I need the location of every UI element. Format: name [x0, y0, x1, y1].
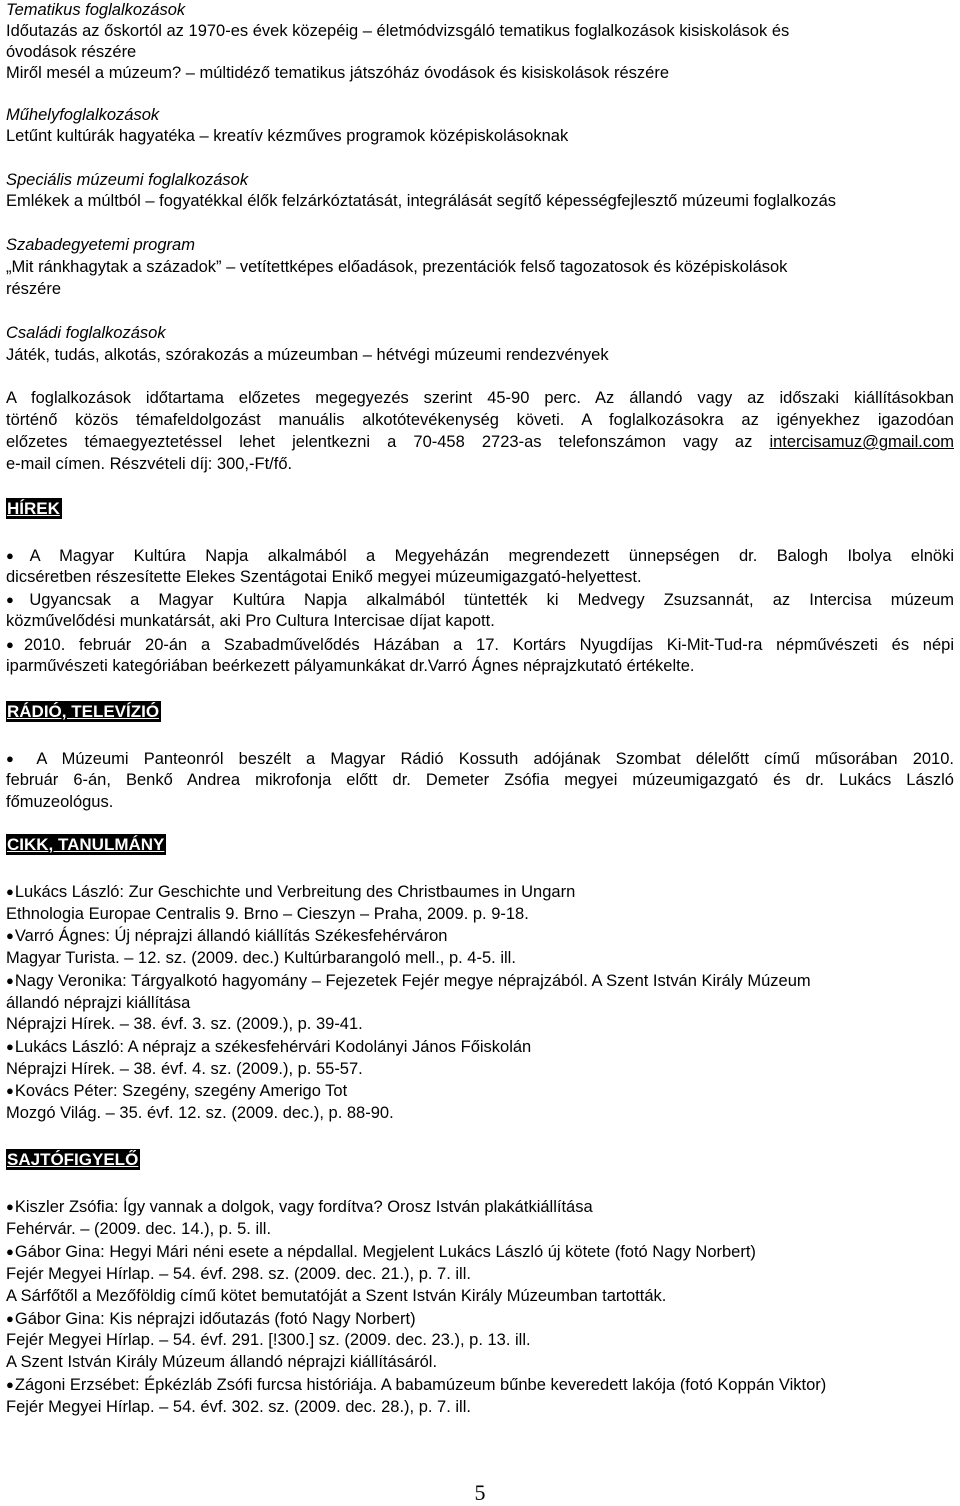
list-item	[6, 1196, 826, 1219]
radio-heading-wrap	[6, 701, 161, 722]
bullet-icon: ●	[6, 1377, 14, 1393]
list-item	[6, 993, 811, 1015]
radio-b1-text: A Múzeumi Panteonról beszélt a Magyar Rádió Kossuth adójának Szombat délelőtt című műsorában 2010.	[36, 750, 954, 768]
bullet-icon: ●	[6, 1310, 14, 1326]
muhely-line: Letűnt kultúrák hagyatéka – kreatív kézműves programok középiskolásoknak	[6, 127, 569, 145]
list-item	[6, 1374, 826, 1397]
szabadegyetem-title: Szabadegyetemi program	[6, 236, 195, 254]
hirek-b3-line1	[6, 634, 954, 656]
info-line3-text: előzetes témaegyeztetéssel lehet jelentkezni a 70-458 2723-as telefonszámon vagy az	[6, 433, 770, 451]
list-item	[6, 1080, 811, 1103]
list-item	[6, 1330, 826, 1352]
list-item-text: Fejér Megyei Hírlap. – 54. évf. 291. [!300.] sz. (2009. dec. 23.), p. 13. ill.	[6, 1331, 531, 1350]
hirek-heading-wrap	[6, 498, 62, 519]
list-item	[6, 970, 811, 993]
tematikus-line1a: Időutazás az őskortól az 1970-es évek közepéig – életmódvizsgáló tematikus foglalkozások kisiskolások és	[6, 22, 790, 40]
list-item-text: Fehérvár. – (2009. dec. 14.), p. 5. ill.	[6, 1219, 272, 1238]
list-item-text: A Sárfőtől a Mezőföldig című kötet bemutatóját a Szent István Király Múzeumban tartották.	[6, 1286, 667, 1305]
list-item	[6, 1036, 811, 1059]
list-item-text: állandó néprajzi kiállítása	[6, 993, 191, 1012]
radio-b1-line2: február 6-án, Benkő Andrea mikrofonja előtt dr. Demeter Zsófia megyei múzeumigazgató és dr. Lukács László	[6, 771, 954, 789]
cikk-heading-wrap	[6, 834, 166, 855]
list-item	[6, 1103, 811, 1125]
info-line2: történő közös témafeldolgozást manuális alkotótevékenység követi. A foglalkozásokra az igényekhez igazodóan	[6, 411, 954, 429]
hirek-b2-line1	[6, 589, 954, 611]
info-line3	[6, 432, 954, 453]
csaladi-title: Családi foglalkozások	[6, 324, 166, 342]
sajto-heading: SAJTÓFIGYELŐ	[7, 1150, 139, 1169]
bullet-icon: ●	[6, 884, 14, 899]
radio-heading: RÁDIÓ, TELEVÍZIÓ	[7, 702, 160, 721]
csaladi-line: Játék, tudás, alkotás, szórakozás a múzeumban – hétvégi múzeumi rendezvények	[6, 346, 609, 364]
bullet-icon: ●	[6, 1083, 14, 1099]
list-item	[6, 1352, 826, 1374]
hirek-b1-line2: dicséretben részesítette Elekes Szentágotai Enikő megyei múzeumigazgató-helyettest.	[6, 568, 642, 586]
hirek-heading: HÍREK	[7, 499, 60, 518]
muhely-title: Műhelyfoglalkozások	[6, 106, 160, 124]
list-item-text: Néprajzi Hírek. – 38. évf. 3. sz. (2009.), p. 39-41.	[6, 1015, 363, 1034]
bullet-icon: ●	[6, 1243, 14, 1259]
list-item	[6, 1059, 811, 1081]
list-item-text: Gábor Gina: Hegyi Mári néni esete a népdallal. Megjelent Lukács László új kötete (fotó Nagy Norbert)	[14, 1242, 756, 1261]
bullet-icon: ●	[6, 637, 23, 652]
radio-b1-line1	[6, 748, 954, 770]
list-item-text: Fejér Megyei Hírlap. – 54. évf. 298. sz. (2009. dec. 21.), p. 7. ill.	[6, 1264, 471, 1283]
list-item-text: Gábor Gina: Kis néprajzi időutazás (fotó Nagy Norbert)	[14, 1309, 416, 1328]
hirek-b1-text: A Magyar Kultúra Napja alkalmából a Megyeházán megrendezett ünnepségen dr. Balogh Ibolya elnöki	[29, 547, 954, 565]
list-item-text: Magyar Turista. – 12. sz. (2009. dec.) Kultúrbarangoló mell., p. 4-5. ill.	[6, 949, 516, 968]
page-number: 5	[474, 1480, 486, 1505]
list-item-text: Néprajzi Hírek. – 38. évf. 4. sz. (2009.), p. 55-57.	[6, 1059, 363, 1078]
list-item	[6, 925, 811, 948]
tematikus-line2: Miről mesél a múzeum? – múltidéző tematikus játszóház óvodások és kisiskolások részére	[6, 64, 670, 82]
hirek-b2-line2: közművelődési munkatársát, aki Pro Cultura Intercisae díjat kapott.	[6, 612, 495, 630]
bullet-icon: ●	[6, 972, 14, 988]
sajto-list	[6, 1196, 826, 1419]
list-item-text: Lukács László: A néprajz a székesfehérvári Kodolányi János Főiskolán	[14, 1037, 532, 1056]
list-item-text: Zágoni Erzsébet: Épkézláb Zsófi furcsa históriája. A babamúzeum bűnbe keveredett lakója (fotó Koppán Viktor)	[14, 1376, 827, 1395]
list-item	[6, 1397, 826, 1419]
list-item	[6, 1219, 826, 1241]
list-item	[6, 1014, 811, 1036]
hirek-b1-line1	[6, 545, 954, 567]
list-item	[6, 1241, 826, 1264]
list-item	[6, 1308, 826, 1331]
specialis-line: Emlékek a múltból – fogyatékkal élők felzárkóztatását, integrálását segítő képességfejlesztő múzeumi foglalkozás	[6, 192, 837, 210]
bullet-icon: ●	[6, 1038, 14, 1054]
bullet-icon: ●	[6, 592, 29, 607]
list-item-text: Ethnologia Europae Centralis 9. Brno – Cieszyn – Praha, 2009. p. 9-18.	[6, 904, 529, 923]
tematikus-line1b: óvodások részére	[6, 43, 137, 61]
tematikus-title: Tematikus foglalkozások	[6, 1, 186, 19]
list-item-text: Nagy Veronika: Tárgyalkotó hagyomány – Fejezetek Fejér megye néprajzából. A Szent István Király Múzeum	[14, 971, 811, 990]
list-item-text: Kiszler Zsófia: Így vannak a dolgok, vagy fordítva? Orosz István plakátkiállítása	[14, 1198, 593, 1216]
bullet-icon: ●	[6, 548, 29, 563]
list-item	[6, 904, 811, 926]
list-item	[6, 881, 811, 904]
radio-b1-line3: főmuzeológus.	[6, 793, 114, 811]
list-item	[6, 1286, 826, 1308]
bullet-icon: ●	[6, 751, 25, 766]
info-line4: e-mail címen. Részvételi díj: 300,-Ft/fő.	[6, 455, 293, 473]
hirek-b3-text: 2010. február 20-án a Szabadművelődés Házában a 17. Kortárs Nyugdíjas Ki-Mit-Tud-ra népművészeti és népi	[24, 636, 954, 654]
list-item-text: Varró Ágnes: Új néprajzi állandó kiállítás Székesfehérváron	[14, 927, 448, 946]
szabadegyetem-line2: részére	[6, 280, 62, 298]
szabadegyetem-line1: „Mit ránkhagytak a századok” – vetítettképes előadások, prezentációk felső tagozatosok és középiskolások	[6, 258, 788, 276]
info-line1: A foglalkozások időtartama előzetes megegyezés szerint 45-90 perc. Az állandó vagy az időszaki kiállításokban	[6, 389, 954, 407]
list-item-text: Mozgó Világ. – 35. évf. 12. sz. (2009. dec.), p. 88-90.	[6, 1104, 394, 1123]
list-item-text: Lukács László: Zur Geschichte und Verbreitung des Christbaumes in Ungarn	[14, 883, 576, 901]
list-item	[6, 948, 811, 970]
cikk-list	[6, 881, 811, 1125]
list-item	[6, 1264, 826, 1286]
cikk-heading: CIKK, TANULMÁNY	[7, 835, 165, 854]
list-item-text: A Szent István Király Múzeum állandó néprajzi kiállításáról.	[6, 1353, 438, 1372]
bullet-icon: ●	[6, 928, 14, 944]
sajto-heading-wrap	[6, 1149, 140, 1170]
list-item-text: Fejér Megyei Hírlap. – 54. évf. 302. sz. (2009. dec. 28.), p. 7. ill.	[6, 1398, 471, 1417]
hirek-b2-text: Ugyancsak a Magyar Kultúra Napja alkalmából tüntették ki Medvegy Zsuzsannát, az Intercisa múzeum	[29, 591, 954, 609]
bullet-icon: ●	[6, 1199, 14, 1214]
specialis-title: Speciális múzeumi foglalkozások	[6, 171, 249, 189]
list-item-text: Kovács Péter: Szegény, szegény Amerigo Tot	[14, 1082, 348, 1101]
email-link[interactable]: intercisamuz@gmail.com	[769, 433, 954, 451]
hirek-b3-line2: iparművészeti kategóriában beérkezett pályamunkákat dr.Varró Ágnes néprajzkutató értékelte.	[6, 657, 695, 675]
